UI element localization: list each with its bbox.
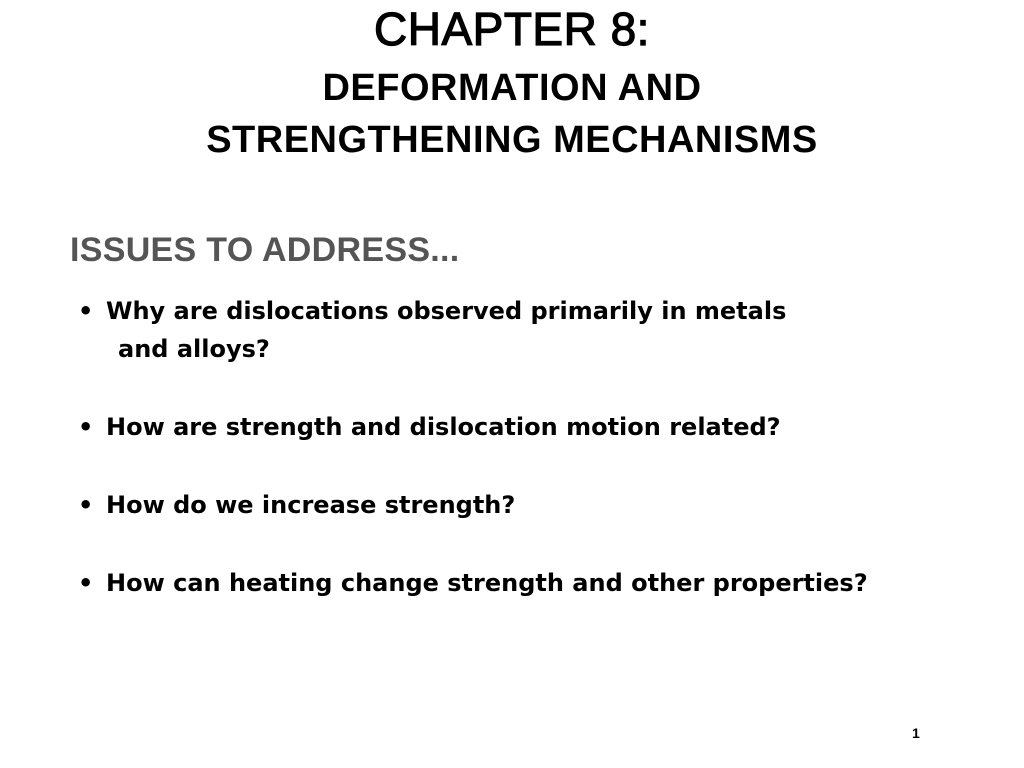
bullet-text-2: How are strength and dislocation motion related? bbox=[106, 413, 781, 441]
bullet-icon: • bbox=[78, 413, 94, 441]
chapter-subtitle-line-2: STRENGTHENING MECHANISMS bbox=[206, 119, 818, 161]
bullet-item-1 bbox=[78, 292, 786, 368]
bullet-text-3: How do we increase strength? bbox=[106, 491, 516, 519]
bullet-text-1-line-1: Why are dislocations observed primarily in metals bbox=[106, 297, 787, 325]
bullet-item-2 bbox=[78, 408, 781, 446]
chapter-title: CHAPTER 8: bbox=[374, 3, 650, 55]
issues-heading: ISSUES TO ADDRESS... bbox=[70, 231, 460, 269]
bullet-icon: • bbox=[78, 491, 94, 519]
bullet-item-4 bbox=[78, 564, 868, 602]
chapter-subtitle-line-1: DEFORMATION AND bbox=[322, 67, 702, 109]
bullet-icon: • bbox=[78, 297, 94, 325]
bullet-text-1-line-2: and alloys? bbox=[118, 335, 270, 363]
bullet-icon: • bbox=[78, 569, 94, 597]
bullet-text-4: How can heating change strength and other properties? bbox=[106, 569, 868, 597]
page-number: 1 bbox=[912, 725, 920, 741]
bullet-item-3 bbox=[78, 486, 515, 524]
